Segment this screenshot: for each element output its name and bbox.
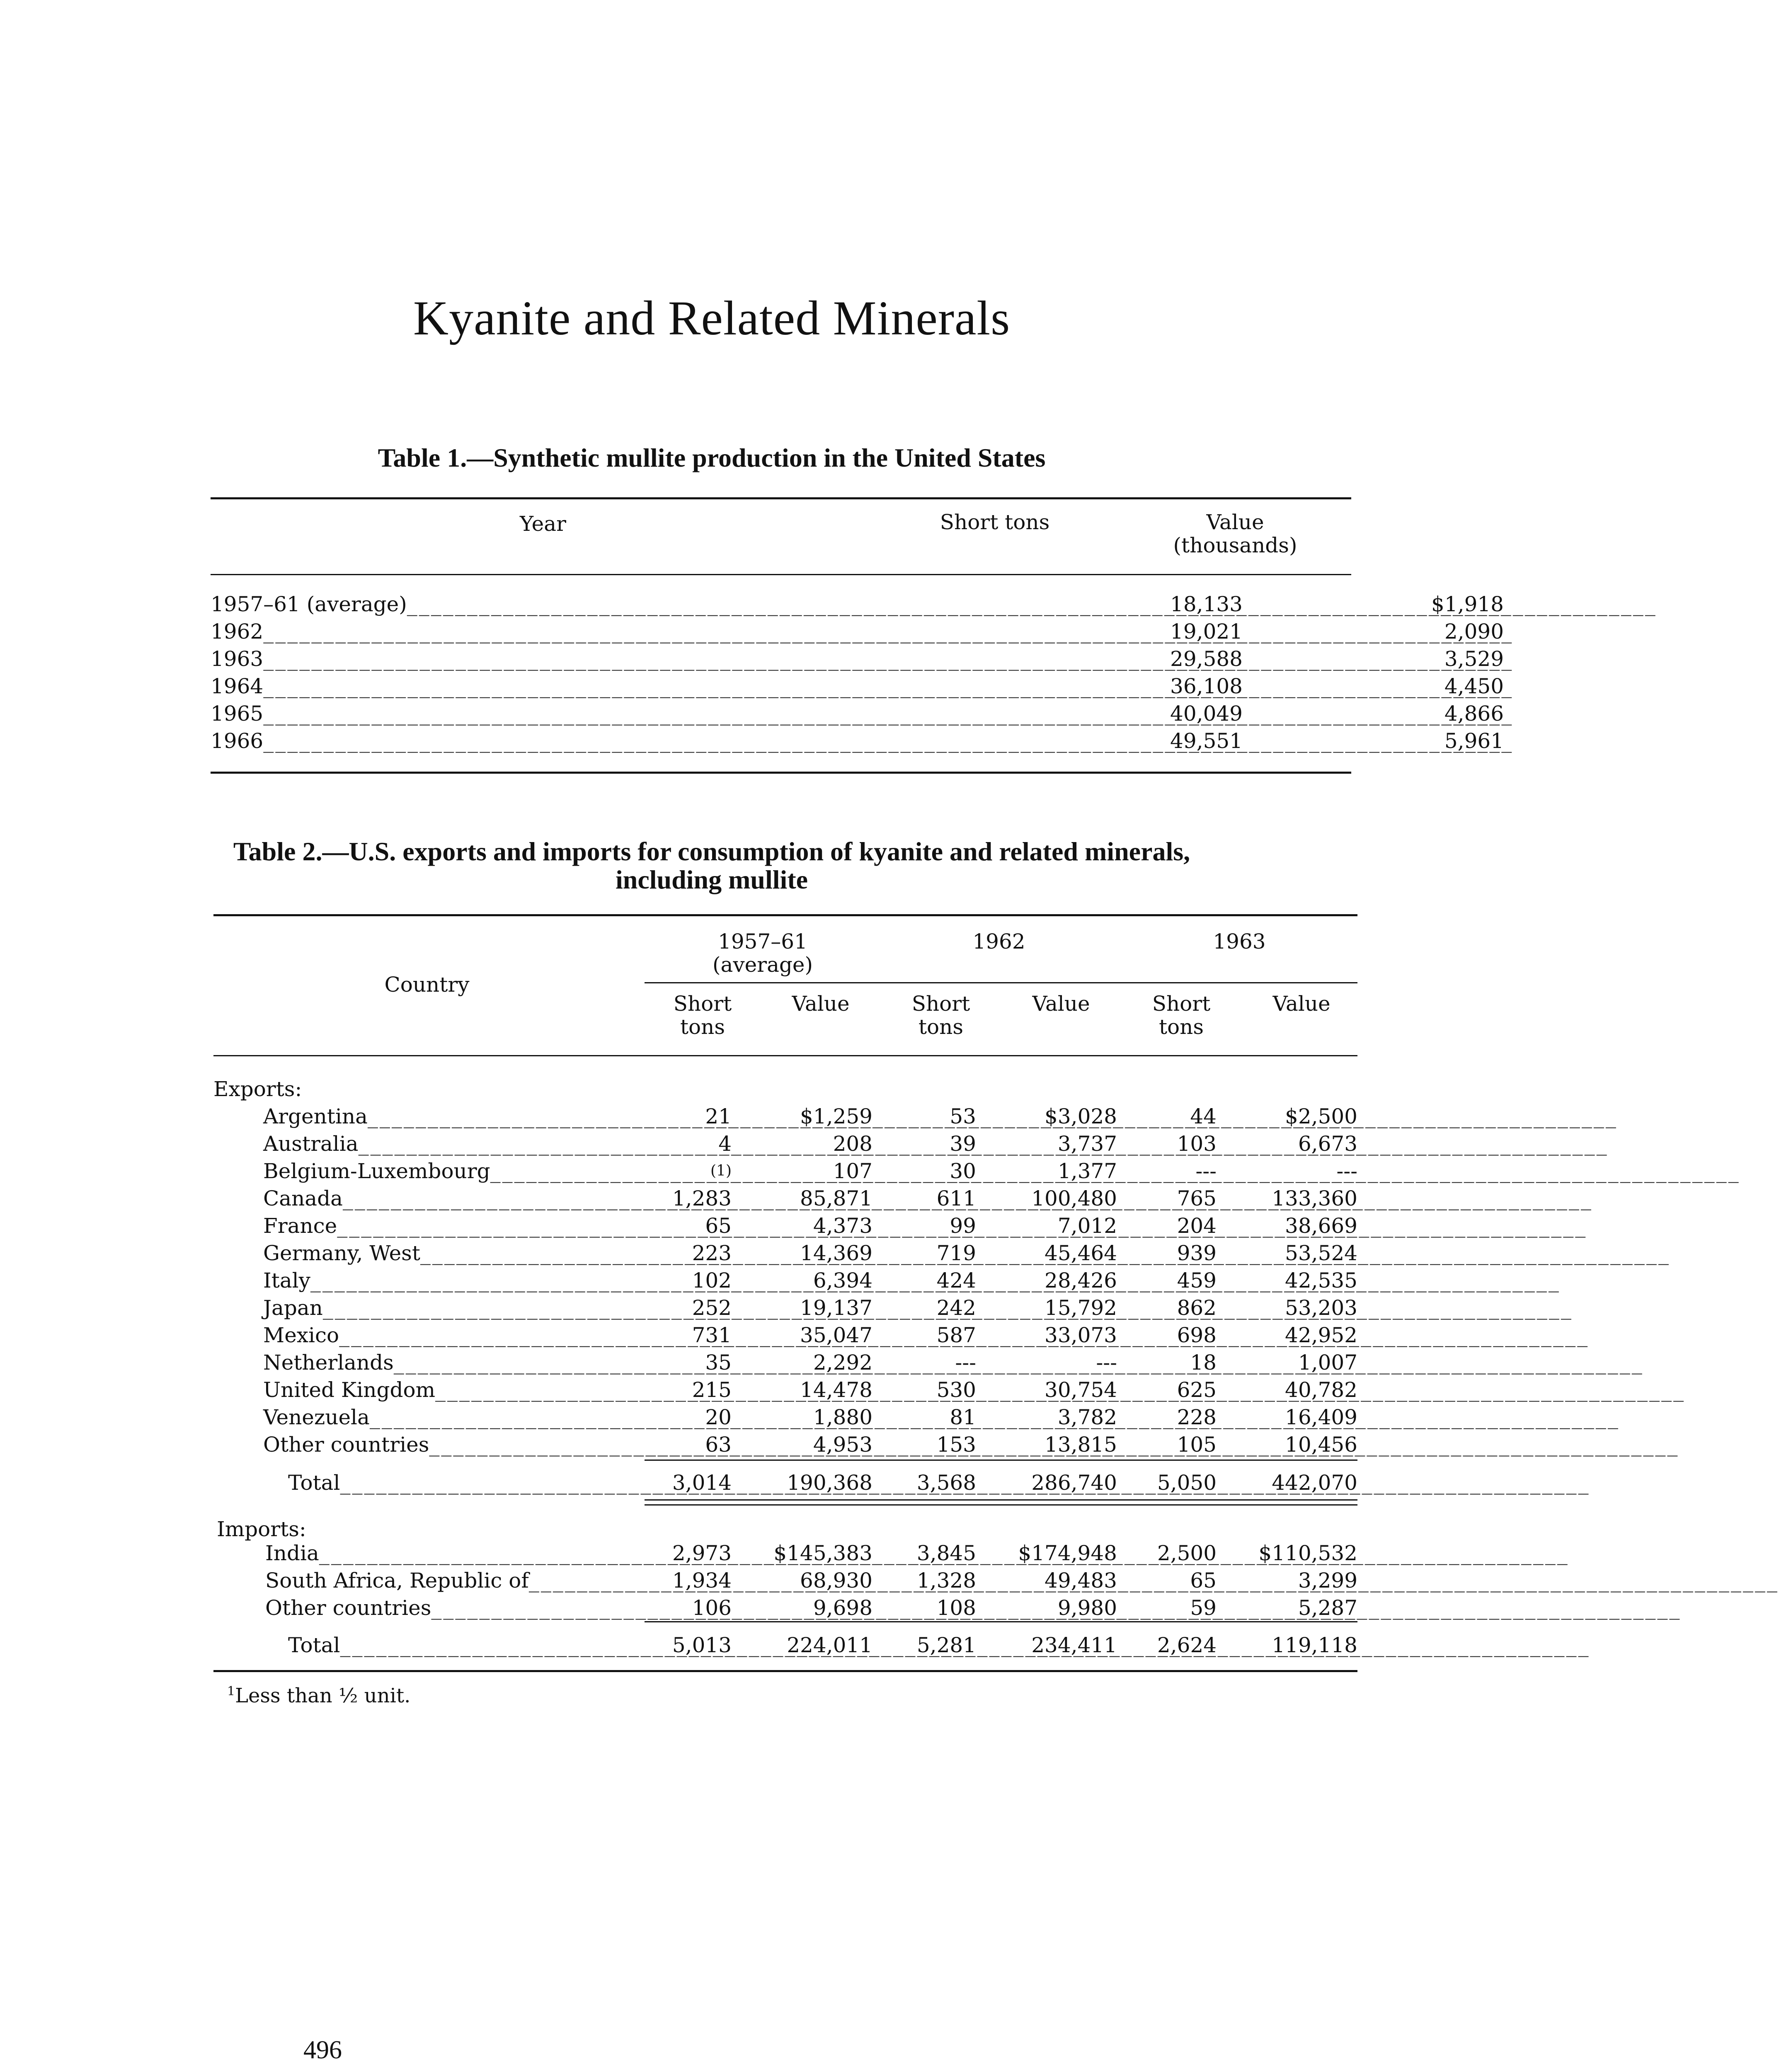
value-cell: 286,740 (1031, 1471, 1117, 1495)
short-tons-cell: 53 (950, 1104, 976, 1128)
country-cell: Japan _____ (263, 1295, 645, 1320)
value-cell: 68,930 (800, 1569, 873, 1593)
value-cell: 119,118 (1272, 1633, 1357, 1657)
value-cell: 3,299 (1298, 1569, 1357, 1593)
value-cell: 6,673 (1298, 1132, 1357, 1156)
short-tons-cell: 3,568 (916, 1471, 976, 1495)
exports-total (213, 1470, 1357, 1498)
table1-tons-cell: 40,049 (1170, 702, 1243, 726)
value-cell: 19,137 (800, 1296, 873, 1320)
exports-subtotal-rule (645, 1460, 1357, 1461)
value-cell: 28,426 (1045, 1268, 1117, 1293)
value-cell: 53,524 (1285, 1241, 1357, 1265)
table1-value-cell: 5,961 (1444, 729, 1504, 753)
short-tons-cell: 228 (1177, 1405, 1217, 1429)
value-cell: 100,480 (1031, 1186, 1117, 1210)
short-tons-cell: 939 (1177, 1241, 1217, 1265)
table1-value-cell: 4,866 (1444, 702, 1504, 726)
table1-header-rule (211, 574, 1351, 575)
short-tons-cell: 5,281 (916, 1633, 976, 1657)
value-cell: 42,952 (1285, 1323, 1357, 1347)
table1-row (211, 729, 1504, 756)
value-cell: 6,394 (813, 1268, 873, 1293)
imports-row (213, 1568, 1357, 1595)
table1-caption: Table 1.—Synthetic mullite production in the United States (378, 443, 1046, 472)
short-tons-cell: 1,283 (672, 1186, 732, 1210)
exports-row (213, 1377, 1357, 1405)
footnote: $^1$Less than ½ unit. (227, 1684, 411, 1707)
short-tons-cell: 3,014 (672, 1471, 732, 1495)
table1-value-cell: $1,918 (1431, 592, 1504, 616)
short-tons-cell: 611 (936, 1186, 976, 1210)
country-cell: South Africa, Republic of _____ (265, 1568, 645, 1593)
short-tons-cell: 5,050 (1157, 1471, 1217, 1495)
table2-subheader-short-tons-2: Short tons (911, 992, 970, 1039)
country-cell: Mexico _____ (263, 1323, 645, 1348)
table2-header-period-1963: 1963 (1213, 929, 1266, 954)
value-cell: $2,500 (1285, 1104, 1357, 1128)
short-tons-cell: 44 (1190, 1104, 1217, 1128)
value-cell: 3,782 (1057, 1405, 1117, 1429)
short-tons-cell: 424 (936, 1268, 976, 1293)
table2-subheader-short-tons-1: Short tons (673, 992, 732, 1039)
value-cell: 16,409 (1285, 1405, 1357, 1429)
value-cell: --- (1336, 1159, 1357, 1183)
table1-row (211, 646, 1504, 674)
short-tons-cell: 625 (1177, 1378, 1217, 1402)
table1-row (211, 701, 1504, 729)
exports-total-double-rule-b (645, 1504, 1357, 1506)
short-tons-cell: 587 (936, 1323, 976, 1347)
short-tons-cell: 242 (936, 1296, 976, 1320)
table2-subheader-value-3: Value (1272, 992, 1331, 1016)
short-tons-cell: 20 (705, 1405, 732, 1429)
short-tons-cell: 215 (692, 1378, 732, 1402)
short-tons-cell: 204 (1177, 1214, 1217, 1238)
value-cell: $145,383 (773, 1541, 873, 1565)
imports-subtotal-rule (645, 1621, 1357, 1622)
value-cell: 442,070 (1272, 1471, 1357, 1495)
short-tons-cell: --- (1195, 1159, 1217, 1183)
country-cell: Other countries _____ (263, 1432, 645, 1457)
value-cell: 133,360 (1272, 1186, 1357, 1210)
imports-row (213, 1595, 1357, 1623)
short-tons-cell: 223 (692, 1241, 732, 1265)
short-tons-cell: 1,328 (916, 1569, 976, 1593)
page-number: 496 (303, 2036, 342, 2064)
exports-row (213, 1268, 1357, 1295)
value-cell: 14,369 (800, 1241, 873, 1265)
exports-row (213, 1159, 1357, 1186)
table1-year-cell: 1963 _____ (211, 646, 874, 671)
short-tons-cell: 59 (1190, 1596, 1217, 1620)
country-cell: Canada _____ (263, 1186, 645, 1211)
short-tons-cell: 102 (692, 1268, 732, 1293)
country-cell: Other countries _____ (265, 1595, 645, 1620)
country-cell: Total _____ (288, 1470, 645, 1495)
short-tons-cell: 4 (718, 1132, 732, 1156)
exports-row (213, 1104, 1357, 1131)
country-cell: Italy _____ (263, 1268, 645, 1293)
value-cell: 30,754 (1045, 1378, 1117, 1402)
short-tons-cell: 252 (692, 1296, 732, 1320)
short-tons-cell: 1,934 (672, 1569, 732, 1593)
value-cell: 85,871 (800, 1186, 873, 1210)
table1-year-cell: 1957–61 (average) _____ (211, 592, 874, 617)
country-cell: Total _____ (288, 1633, 645, 1658)
table1-body (211, 592, 1504, 756)
short-tons-cell: 719 (936, 1241, 976, 1265)
value-cell: 7,012 (1057, 1214, 1117, 1238)
table2-subheader-value-1: Value (792, 992, 850, 1016)
page-title: Kyanite and Related Minerals (413, 291, 1011, 345)
imports-body (213, 1541, 1357, 1623)
short-tons-cell: 2,973 (672, 1541, 732, 1565)
table1-header-value: Value (thousands) (1173, 510, 1297, 557)
country-cell: India _____ (265, 1541, 645, 1566)
value-cell: 4,373 (813, 1214, 873, 1238)
value-cell: 10,456 (1285, 1433, 1357, 1457)
short-tons-cell: 18 (1190, 1351, 1217, 1375)
table1-row (211, 592, 1504, 619)
short-tons-cell: 21 (705, 1104, 732, 1128)
exports-total-row (213, 1470, 1357, 1498)
value-cell: 13,815 (1045, 1433, 1117, 1457)
short-tons-cell: 530 (936, 1378, 976, 1402)
value-cell: 9,980 (1057, 1596, 1117, 1620)
value-cell: 14,478 (800, 1378, 873, 1402)
value-cell: 234,411 (1031, 1633, 1117, 1657)
value-cell: 15,792 (1045, 1296, 1117, 1320)
short-tons-cell: 731 (692, 1323, 732, 1347)
table2-header-country: Country (384, 973, 470, 997)
exports-row (213, 1432, 1357, 1460)
table1-tons-cell: 49,551 (1170, 729, 1243, 753)
value-cell: 53,203 (1285, 1296, 1357, 1320)
table1-year-cell: 1966 _____ (211, 729, 874, 753)
value-cell: 33,073 (1045, 1323, 1117, 1347)
table1-value-cell: 2,090 (1444, 620, 1504, 644)
value-cell: $1,259 (800, 1104, 873, 1128)
short-tons-cell: 5,013 (672, 1633, 732, 1657)
exports-total-double-rule-a (645, 1499, 1357, 1501)
table2-header-period-1962: 1962 (972, 929, 1025, 954)
short-tons-cell: 2,624 (1157, 1633, 1217, 1657)
short-tons-cell: 65 (705, 1214, 732, 1238)
short-tons-cell: 81 (950, 1405, 976, 1429)
imports-total (213, 1633, 1357, 1660)
table1-tons-cell: 29,588 (1170, 647, 1243, 671)
exports-row (213, 1350, 1357, 1377)
value-cell: 107 (833, 1159, 873, 1183)
value-cell: $174,948 (1018, 1541, 1117, 1565)
exports-row (213, 1405, 1357, 1432)
country-cell: Germany, West _____ (263, 1241, 645, 1266)
value-cell: 42,535 (1285, 1268, 1357, 1293)
exports-row (213, 1186, 1357, 1213)
short-tons-cell: 103 (1177, 1132, 1217, 1156)
imports-label: Imports: (217, 1517, 306, 1541)
short-tons-cell: 153 (936, 1433, 976, 1457)
value-cell: 45,464 (1045, 1241, 1117, 1265)
short-tons-cell: 39 (950, 1132, 976, 1156)
value-cell: 1,880 (813, 1405, 873, 1429)
table1-tons-cell: 19,021 (1170, 620, 1243, 644)
value-cell: 49,483 (1045, 1569, 1117, 1593)
short-tons-cell: 765 (1177, 1186, 1217, 1210)
table2-subheader-value-2: Value (1032, 992, 1090, 1016)
value-cell: $3,028 (1045, 1104, 1117, 1128)
exports-row (213, 1323, 1357, 1350)
value-cell: 224,011 (787, 1633, 873, 1657)
short-tons-cell: 105 (1177, 1433, 1217, 1457)
short-tons-cell: 459 (1177, 1268, 1217, 1293)
value-cell: 1,007 (1298, 1351, 1357, 1375)
value-cell: $110,532 (1258, 1541, 1357, 1565)
exports-body (213, 1104, 1357, 1460)
short-tons-cell: 2,500 (1157, 1541, 1217, 1565)
exports-label: Exports: (213, 1077, 302, 1101)
table1-year-cell: 1962 _____ (211, 619, 874, 644)
value-cell: 3,737 (1057, 1132, 1117, 1156)
value-cell: 1,377 (1057, 1159, 1117, 1183)
table2-header-period-1957: 1957–61 (average) (713, 929, 813, 977)
exports-row (213, 1241, 1357, 1268)
exports-row (213, 1213, 1357, 1241)
table1-bottom-rule (211, 772, 1351, 774)
short-tons-cell: 65 (1190, 1569, 1217, 1593)
table1-header-tons: Short tons (940, 510, 1050, 534)
value-cell: 5,287 (1298, 1596, 1357, 1620)
value-cell: --- (1096, 1351, 1117, 1375)
table1-value-cell: 3,529 (1444, 647, 1504, 671)
short-tons-cell: 63 (705, 1433, 732, 1457)
short-tons-cell: 106 (692, 1596, 732, 1620)
short-tons-cell: 862 (1177, 1296, 1217, 1320)
country-cell: Australia _____ (263, 1131, 645, 1156)
table2-bottom-rule (213, 1670, 1357, 1672)
table2-top-rule (213, 914, 1357, 916)
short-tons-cell: 35 (705, 1351, 732, 1375)
short-tons-cell: --- (955, 1351, 976, 1375)
country-cell: Belgium-Luxembourg _____ (263, 1159, 645, 1184)
value-cell: 2,292 (813, 1351, 873, 1375)
table1-tons-cell: 18,133 (1170, 592, 1243, 616)
short-tons-cell: 3,845 (916, 1541, 976, 1565)
short-tons-cell: 698 (1177, 1323, 1217, 1347)
value-cell: 190,368 (787, 1471, 873, 1495)
imports-total-row (213, 1633, 1357, 1660)
value-cell: 38,669 (1285, 1214, 1357, 1238)
country-cell: Argentina _____ (263, 1104, 645, 1129)
table1-top-rule (211, 497, 1351, 499)
value-cell: 208 (833, 1132, 873, 1156)
table1-year-cell: 1964 _____ (211, 674, 874, 699)
table2-caption-line2: including mullite (615, 865, 808, 894)
table1-header-year: Year (520, 512, 566, 536)
table1-tons-cell: 36,108 (1170, 674, 1243, 698)
country-cell: France _____ (263, 1213, 645, 1238)
table1-row (211, 619, 1504, 646)
short-tons-cell: (1) (710, 1162, 732, 1179)
table2-caption-line1: Table 2.—U.S. exports and imports for consumption of kyanite and related minerals, (233, 837, 1190, 866)
value-cell: 40,782 (1285, 1378, 1357, 1402)
country-cell: United Kingdom _____ (263, 1377, 645, 1402)
value-cell: 4,953 (813, 1433, 873, 1457)
table2-header-rule (213, 1055, 1357, 1056)
value-cell: 9,698 (813, 1596, 873, 1620)
value-cell: 35,047 (800, 1323, 873, 1347)
table1-row (211, 674, 1504, 701)
table2-subheader-short-tons-3: Short tons (1152, 992, 1211, 1039)
exports-row (213, 1295, 1357, 1323)
short-tons-cell: 99 (950, 1214, 976, 1238)
country-cell: Venezuela _____ (263, 1405, 645, 1430)
imports-row (213, 1541, 1357, 1568)
exports-row (213, 1131, 1357, 1159)
short-tons-cell: 108 (936, 1596, 976, 1620)
table1-year-cell: 1965 _____ (211, 701, 874, 726)
table2-period-rule (645, 982, 1357, 983)
short-tons-cell: 30 (950, 1159, 976, 1183)
table1-value-cell: 4,450 (1444, 674, 1504, 698)
country-cell: Netherlands _____ (263, 1350, 645, 1375)
